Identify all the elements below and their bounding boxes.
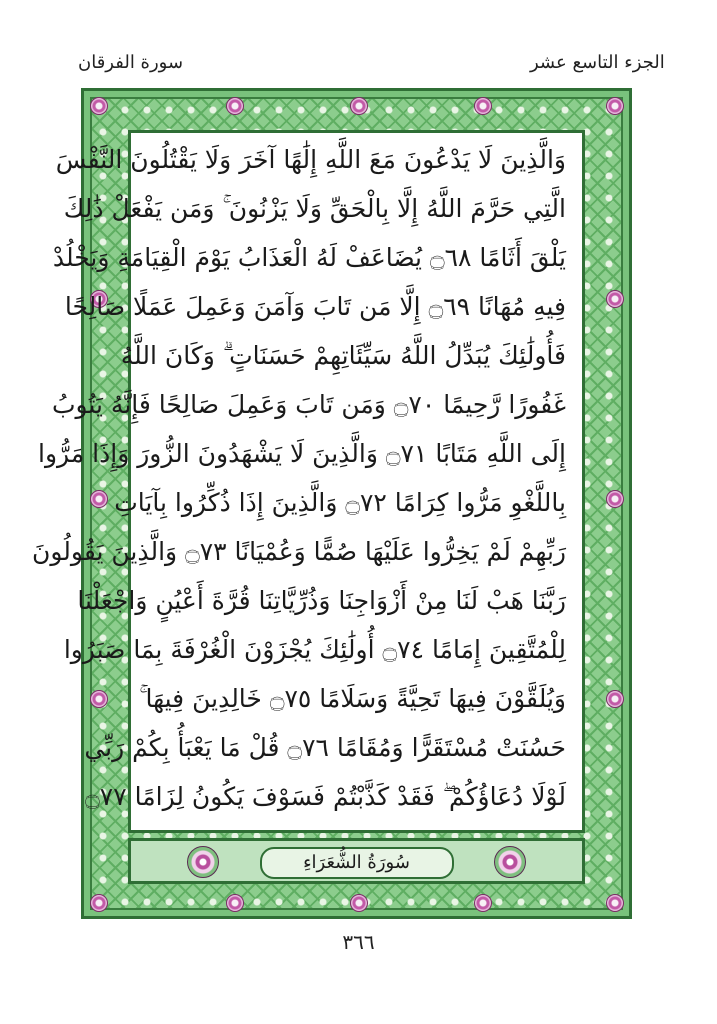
juz-header: الجزء التاسع عشر (530, 52, 665, 73)
surah-header: سورة الفرقان (78, 52, 184, 73)
surah-title: سُورَةُ الشُّعَرَاءِ (260, 847, 454, 879)
rosette-icon (226, 97, 244, 115)
page-number: ٣٦٦ (342, 930, 375, 954)
verse-line: رَبَّنَا هَبْ لَنَا مِنْ أَزْوَاجِنَا وَذُرِّيَّاتِنَا قُرَّةَ أَعْيُنٍ وَاجْعَلْنَا (77, 586, 566, 615)
verse-line: بِاللَّغْوِ مَرُّوا كِرَامًا ۝٧٢ وَالَّذِينَ إِذَا ذُكِّرُوا بِآيَاتِ (114, 488, 566, 517)
verse-line: يَلْقَ أَثَامًا ۝٦٨ يُضَاعَفْ لَهُ الْعَذَابُ يَوْمَ الْقِيَامَةِ وَيَخْلُدْ (52, 243, 566, 272)
rosette-icon (606, 690, 624, 708)
verse-line: لَوْلَا دُعَاؤُكُمْ ۖ فَقَدْ كَذَّبْتُمْ فَسَوْفَ يَكُونُ لِزَامًا ۝٧٧ (85, 782, 566, 811)
flower-ornament-icon (187, 846, 219, 878)
flower-ornament-icon (494, 846, 526, 878)
verse-line: لِلْمُتَّقِينَ إِمَامًا ۝٧٤ أُولَٰئِكَ يُجْزَوْنَ الْغُرْفَةَ بِمَا صَبَرُوا (63, 635, 566, 664)
rosette-icon (606, 490, 624, 508)
rosette-icon (606, 894, 624, 912)
rosette-icon (90, 97, 108, 115)
verse-line: حَسُنَتْ مُسْتَقَرًّا وَمُقَامًا ۝٧٦ قُلْ مَا يَعْبَأُ بِكُمْ رَبِّي (84, 733, 566, 762)
rosette-icon (226, 894, 244, 912)
verse-line: غَفُورًا رَّحِيمًا ۝٧٠ وَمَن تَابَ وَعَمِلَ صَالِحًا فَإِنَّهُ يَتُوبُ (52, 390, 566, 419)
rosette-icon (474, 97, 492, 115)
verse-line: وَالَّذِينَ لَا يَدْعُونَ مَعَ اللَّهِ إِلَٰهًا آخَرَ وَلَا يَقْتُلُونَ النَّفْسَ (55, 145, 566, 174)
rosette-icon (350, 97, 368, 115)
rosette-icon (606, 97, 624, 115)
verse-line: فَأُولَٰئِكَ يُبَدِّلُ اللَّهُ سَيِّئَاتِهِمْ حَسَنَاتٍ ۗ وَكَانَ اللَّهُ (120, 341, 566, 370)
rosette-icon (350, 894, 368, 912)
rosette-icon (474, 894, 492, 912)
verse-line: وَيُلَقَّوْنَ فِيهَا تَحِيَّةً وَسَلَامًا ۝٧٥ خَالِدِينَ فِيهَا ۚ (139, 684, 566, 713)
quran-text-panel (32, 130, 585, 833)
surah-heading-band (128, 838, 585, 884)
rosette-icon (90, 690, 108, 708)
verse-line: فِيهِ مُهَانًا ۝٦٩ إِلَّا مَن تَابَ وَآمَنَ وَعَمِلَ عَمَلًا صَالِحًا (64, 292, 566, 321)
rosette-icon (90, 490, 108, 508)
rosette-icon (90, 894, 108, 912)
rosette-icon (606, 290, 624, 308)
verse-line: رَبِّهِمْ لَمْ يَخِرُّوا عَلَيْهَا صُمًّا وَعُمْيَانًا ۝٧٣ وَالَّذِينَ يَقُولُونَ (32, 537, 566, 566)
verse-line: الَّتِي حَرَّمَ اللَّهُ إِلَّا بِالْحَقِّ وَلَا يَزْنُونَ ۚ وَمَن يَفْعَلْ ذَٰلِكَ (63, 194, 566, 223)
verse-line: إِلَى اللَّهِ مَتَابًا ۝٧١ وَالَّذِينَ لَا يَشْهَدُونَ الزُّورَ وَإِذَا مَرُّوا (38, 439, 566, 468)
